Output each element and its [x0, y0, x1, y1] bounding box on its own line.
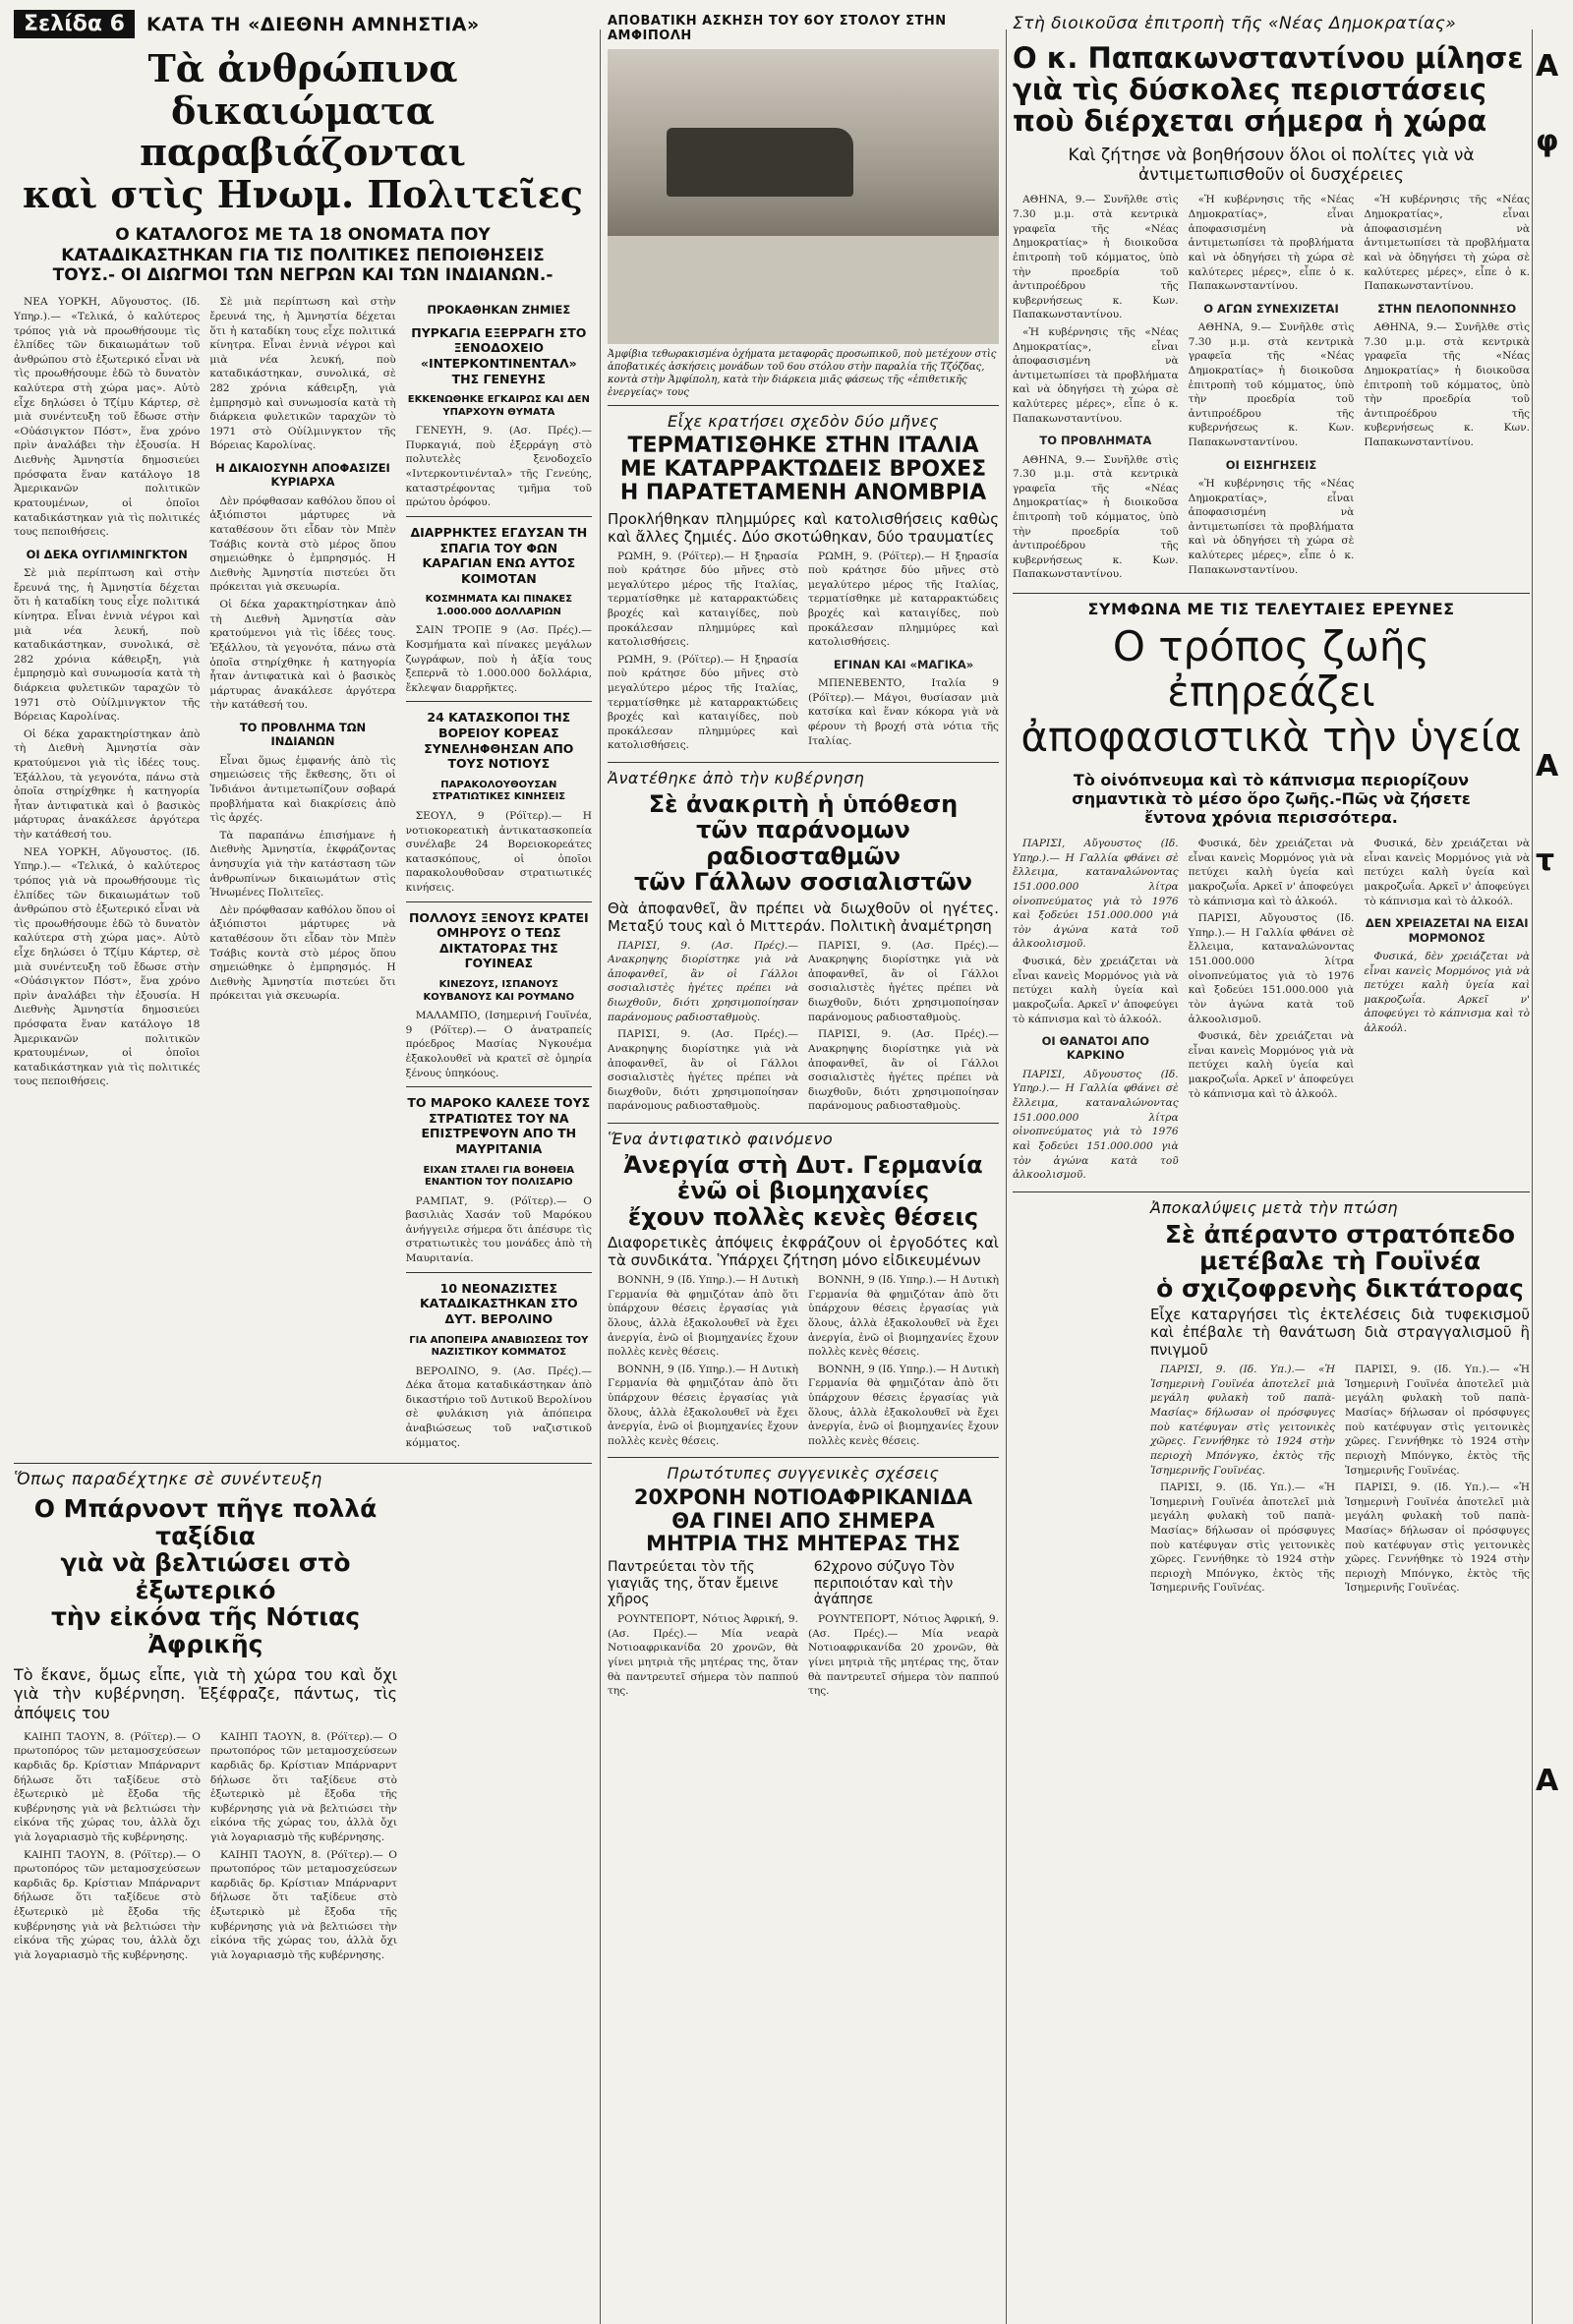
papakonstantinou-body-7: «Ἡ κυβέρνησις τῆς «Νέας Δημοκρατίας», εἶναι ἀποφασισμένη νὰ ἀντιμετωπίσει τὰ προβλήματα καὶ νὰ ὁδηγήσει τὴ χώρα σὲ καλύτερες μέρες», εἶπε ὁ κ. Παπακωνσταντίνου. [1364, 194, 1530, 293]
italy-kicker: Εἶχε κρατήσει σχεδὸν δύο μῆνες [668, 412, 939, 431]
brief-6-title: 10 ΝΕΟΝΑΖΙΣΤΕΣ ΚΑΤΑΔΙΚΑΣΤΗΚΑΝ ΣΤΟ ΔΥΤ. ΒΕΡΟΛΙΝΟ [420, 1280, 578, 1326]
brief-1-body: ΓΕΝΕΥΗ, 9. (Ασ. Πρές).— Πυρκαγιά, ποὺ ἐξερράγη στὸ πολυτελὲς ξενοδοχεῖο «Ιντερκοντινένταλ» τῆς Γενεύης, καταστρέφοντας τμῆμα τοῦ πρώτου ὀρόφου. [405, 425, 592, 509]
germany-headline-1: Ἀνεργία στὴ Δυτ. Γερμανία [623, 1150, 983, 1179]
brief-1-subtitle: ΕΚΚΕΝΩΘΗΚΕ ΕΓΚΑΙΡΩΣ ΚΑΙ ΔΕΝ ΥΠΑΡΧΟΥΝ ΘΥΜΑΤΑ [407, 394, 590, 418]
papakonstantinou-sub-4: ΣΤΗΝ ΠΕΛΟΠΟΝΝΗΣΟ [1377, 301, 1517, 316]
edge-letter-4: τ [1536, 843, 1555, 878]
edge-letter-5: Α [1536, 1764, 1559, 1798]
brief-4-title: ΠΟΛΛΟΥΣ ΞΕΝΟΥΣ ΚΡΑΤΕΙ ΟΜΗΡΟΥΣ Ο ΤΕΩΣ ΔΙΚΤΑΤΟΡΑΣ ΤΗΣ ΓΟΥΙΝΕΑΣ [408, 909, 589, 971]
amnesty-body-b2: Σὲ μιὰ περίπτωση καὶ στὴν ἔρευνά της, ἡ Ἀμνηστία δέχεται ὅτι ἡ καταδίκη τους εἶχε πολιτικά κίνητρα. Εἶναι ἑννιὰ νέγροι καὶ μιὰ νέα λευκή, ποὺ καταδικάστηκαν, συνολικά, σὲ 282 χρόνια κάθειρξη, γιὰ ἐμπρησμὸ καὶ συνωμοσία κατὰ τὴ διάρκεια φυλετικῶν ταραχῶν τὸ 1971 στὸ Οὐίλμινγκτον τῆς Βόρειας Καρολίνας. [209, 296, 396, 452]
brief-3-body: ΣΕΟΥΛ, 9 (Ρόϊτερ).— Η νοτιοκορεατικὴ ἀντικατασκοπεία συνέλαβε 24 Βορειοκορεάτες κατασκόπους, οἱ ὁποῖοι παρακολουθοῦσαν στρατιωτικές κινήσεις. [405, 809, 592, 894]
brief-3-subtitle: ΠΑΡΑΚΟΛΟΥΘΟΥΣΑΝ ΣΤΡΑΤΙΩΤΙΚΕΣ ΚΙΝΗΣΕΙΣ [432, 779, 566, 803]
papakonstantinou-sub-1: ΤΟ ΠΡΟΒΛΗΜΑΤΑ [1039, 434, 1152, 448]
papakonstantinou-sub-2: Ο ΑΓΩΝ ΣΥΝΕΧΙΖΕΤΑΙ [1203, 301, 1339, 316]
germany-body-2: ΒΟΝΝΗ, 9 (Ιδ. Υπηρ.).— Η Δυτικὴ Γερμανία θὰ φημιζόταν ἀπὸ ὅτι ὑπάρχουν θέσεις ἐργασίας γιὰ ὅλους, ἀλλὰ ἐξακολουθεῖ νὰ ἔχει ἀνεργία, ἐνῶ οἱ βιομηχανίες ἔχουν πολλὲς κενὲς θέσεις. [608, 1363, 798, 1447]
barnard-body: ΚΑΙΗΠ ΤΑΟΥΝ, 8. (Ρόϊτερ).— Ο πρωτοπόρος τῶν μεταμοσχεύσεων καρδιᾶς δρ. Κρίστιαν Μπάρναρντ δήλωσε ὅτι ταξίδευε στὸ ἐξωτερικὸ μὲ ἔξοδα τῆς κυβέρνησης γιὰ νὰ βελτιώσει τὴν εἰκόνα τῆς χώρας του, ἀλλὰ ὄχι γιὰ λογαριασμὸ τῆς κυβέρνησης. [14, 1730, 201, 1844]
page-label: Σελίδα 6 [14, 10, 135, 38]
guinea-headline-1: Σὲ ἀπέραντο στρατόπεδο [1164, 1219, 1516, 1249]
papakonstantinou-body-5: ΑΘΗΝΑ, 9.— Συνῆλθε στὶς 7.30 μ.μ. στὰ κεντρικὰ γραφεῖα τῆς «Νέας Δημοκρατίας» ἡ διοικοῦσα ἐπιτροπὴ τοῦ κόμματος, ὑπὸ τὴν προεδρία τοῦ ἀντιπροέδρου τῆς κυβερνήσεως κ. Κων. Παπακωνσταντίνου. [1188, 321, 1355, 448]
guinea-body-2: ΠΑΡΙΣΙ, 9. (Ιδ. Υπ.).— «Ἡ Ἰσημερινὴ Γουϊνέα ἀποτελεῖ μιὰ μεγάλη φυλακὴ τοῦ παπὰ-Μασίας» δήλωσαν οἱ πρόσφυγες ποὺ κατέφυγαν στὶς γειτονικὲς χῶρες. Γεννήθηκε τὸ 1924 στὴν περιοχὴ Μπόνγκο, ἐκτὸς τῆς Ἰσημερινῆς Γουϊνέας. [1150, 1482, 1335, 1595]
health-body-3: ΠΑΡΙΣΙ, Αὔγουστος (Ιδ. Υπηρ.).— Η Γαλλία φθάνει σὲ ἔλλειμα, καταναλώνοντας 151.000.000 λίτρα οἰνοπνεύματος γιὰ τὸ 1976 καὶ ξοδεύει 151.000.000 γιὰ τὸν ἀγώνα κατὰ τοῦ ἀλκοολισμοῦ. [1013, 1068, 1179, 1182]
barnard-body-4: ΚΑΙΗΠ ΤΑΟΥΝ, 8. (Ρόϊτερ).— Ο πρωτοπόρος τῶν μεταμοσχεύσεων καρδιᾶς δρ. Κρίστιαν Μπάρναρντ δήλωσε ὅτι ταξίδευε στὸ ἐξωτερικὸ μὲ ἔξοδα τῆς κυβέρνησης γιὰ νὰ βελτιώσει τὴν εἰκόνα τῆς χώρας του, ἀλλὰ ὄχι γιὰ λογαριασμὸ τῆς κυβέρνησης. [210, 1848, 397, 1961]
edge-letter-1: Α [1536, 49, 1559, 84]
brief-4-body: ΜΑΛΑΜΠΟ, (Ισημερινή Γουϊνέα, 9 (Ρόϊτερ).— Ο ἀνατραπείς πρόεδρος Μασίας Νγκουέμα ἐξακολουθεῖ νὰ κρατεῖ σὲ ὁμηρία ξένους ὑπηκόους. [405, 1010, 592, 1079]
article-radio [608, 769, 999, 1117]
stepmother-body: ΡΟΥΝΤΕΠΟΡΤ, Νότιος Ἀφρική, 9. (Ασ. Πρές).— Μία νεαρὰ Νοτιοαφρικανίδα 20 χρονῶν, θὰ γίνει μητριὰ τῆς μητέρας της, ὅταν θὰ παντρευτεῖ σήμερα τὸν παππού της. [608, 1613, 798, 1698]
amnesty-body-c2: Οἱ δέκα χαρακτηρίστηκαν ἀπὸ τὴ Διεθνὴ Ἀμνηστία σὰν κρατούμενοι γιὰ τὶς ἰδέες τους. Ἐξάλλου, τὰ γεγονότα, πάνω στὰ ὁποῖα στηρίχθηκε ἡ κατηγορία ἦταν ἀντιφατικὰ καὶ ὁ βασικὸς μάρτυρας ἀνακάλεσε ἀργότερα τὴν κατάθεσή του. [209, 599, 396, 712]
italy-body: ΡΩΜΗ, 9. (Ρόϊτερ).— Η ξηρασία ποὺ κράτησε δύο μῆνες στὸ μεγαλύτερο μέρος τῆς Ιταλίας, τερματίσθηκε μὲ καταρρακτώδεις βροχές καὶ καταιγίδες, ποὺ προκάλεσαν πλημμύρες καὶ κατολισθήσεις. [608, 550, 798, 649]
stepmother-headline-1: 20ΧΡΟΝΗ ΝΟΤΙΟΑΦΡΙΚΑΝΙΔΑ [633, 1485, 973, 1510]
italy-sub: ΕΓΙΝΑΝ ΚΑΙ «ΜΑΓΙΚΑ» [833, 657, 974, 671]
brief-3-title: 24 ΚΑΤΑΣΚΟΠΟΙ ΤΗΣ ΒΟΡΕΙΟΥ ΚΟΡΕΑΣ ΣΥΝΕΛΗΦΘΗΣΑΝ ΑΠΟ ΤΟΥΣ ΝΟΤΙΟΥΣ [424, 710, 574, 772]
radio-headline-3: τῶν Γάλλων σοσιαλιστῶν [633, 868, 973, 897]
germany-body: ΒΟΝΝΗ, 9 (Ιδ. Υπηρ.).— Η Δυτικὴ Γερμανία θὰ φημιζόταν ἀπὸ ὅτι ὑπάρχουν θέσεις ἐργασίας γιὰ ὅλους, ἀλλὰ ἐξακολουθεῖ νὰ ἔχει ἀνεργία, ἐνῶ οἱ βιομηχανίες ἔχουν πολλὲς κενὲς θέσεις. [608, 1274, 798, 1359]
article-barnard [14, 1470, 397, 1965]
radio-deck: Θὰ ἀποφανθεῖ, ἂν πρέπει νὰ διωχθοῦν οἱ ηγέτες. Μεταξύ τους καὶ ὁ Μιττεράν. Πολιτικὴ ἀναμέτρηση [608, 899, 999, 935]
papakonstantinou-body: ΑΘΗΝΑ, 9.— Συνῆλθε στὶς 7.30 μ.μ. στὰ κεντρικὰ γραφεῖα τῆς «Νέας Δημοκρατίας» ἡ διοικοῦσα ἐπιτροπὴ τοῦ κόμματος, ὑπὸ τὴν προεδρία τοῦ ἀντιπροέδρου τῆς κυβερνήσεως κ. Κων. Παπακωνσταντίνου. [1013, 194, 1179, 321]
health-body-7: Φυσικά, δὲν χρειάζεται νὰ εἶναι κανεὶς Μορμόνος γιὰ νὰ πετύχει καλὴ ὑγεία καὶ μακροζωΐα. Αρκεῖ ν' ἀποφεύγει τὸ κάπνισμα καὶ τὸ ἀλκοόλ. [1364, 838, 1530, 907]
amnesty-body-a-repeat: ΝΕΑ ΥΟΡΚΗ, Αὔγουστος. (Ιδ. Υπηρ.).— «Τελικά, ὁ καλύτερος τρόπος γιὰ νὰ προωθήσουμε τὶς ἐλπίδες τῶν δικαιωμάτων τοῦ ἀνθρώπου στὸ ἐξωτερικό εἶναι νὰ τὶς προωθήσουμε ἐδῶ τὸ δυνατὸν καλύτερα στὴ χώρα μας». Αὐτὸ εἶχε δηλώσει ὁ Τζίμυ Κάρτερ, σὲ μιὰ συνέντευξη τοῦ ἔδωσε στὴν «Οὐάσιγκτον Πόστ», ἕνα χρόνο πρὶν ἀναλάβει τὴν ἐξουσία. Η Διεθνὴς Ἀμνηστία δημοσιεύει πρόσφατα ἕναν κατάλογο 18 Ἀμερικανῶν πολιτικῶν κρατουμένων, οἱ ὁποῖοι καταδικάστηκαν γιὰ τὶς πολιτικές τους πεποιθήσεις. [14, 845, 201, 1088]
barnard-kicker: Ὅπως παραδέχτηκε σὲ συνέντευξη [14, 1470, 322, 1490]
amnesty-headline-1: Τὰ ἀνθρώπινα δικαιώματα [147, 46, 458, 133]
brief-5-body: ΡΑΜΠΑΤ, 9. (Ρόϊτερ).— Ο βασιλιὰς Χασάν τοῦ Μαρόκου ἀνήγγειλε σήμερα ὅτι ἀπέσυρε τὶς στρατιωτικὲς του μονάδες ἀπὸ τὴ Μαυριτανία. [405, 1194, 592, 1265]
health-body-6: Φυσικά, δὲν χρειάζεται νὰ εἶναι κανεὶς Μορμόνος γιὰ νὰ πετύχει καλὴ ὑγεία καὶ μακροζωΐα. Αρκεῖ ν' ἀποφεύγει τὸ κάπνισμα καὶ τὸ ἀλκοόλ. [1188, 1030, 1355, 1100]
amphibious-vehicle-photo [608, 49, 999, 344]
brief-1-title: ΠΥΡΚΑΓΙΑ ΕΞΕΡΡΑΓΗ ΣΤΟ ΞΕΝΟΔΟΧΕΙΟ «ΙΝΤΕΡΚΟΝΤΙΝΕΝΤΑΛ» ΤΗΣ ΓΕΝΕΥΗΣ [411, 324, 587, 386]
edge-letter-3: Α [1536, 749, 1559, 784]
amphipoli-caption: Ἀμφίβια τεθωρακισμένα ὀχήματα μεταφορᾶς προσωπικοῦ, ποὺ μετέχουν στὶς ἀποβατικές ἀσκήσεις μονάδων τοῦ 6ου στόλου στὴν παραλία τῆς Τζόζδας, κοντὰ στὴν Ἀμφίπολη, κατὰ τὴν διάρκεια μιᾶς φάσεως τῆς «ἐπιθετικῆς ἐνεργείας» τους [608, 349, 997, 398]
italy-headline-3: Η ΠΑΡΑΤΕΤΑΜΕΝΗ ΑΝΟΜΒΡΙΑ [619, 481, 987, 506]
health-body-8: Φυσικά, δὲν χρειάζεται νὰ εἶναι κανεὶς Μορμόνος γιὰ νὰ πετύχει καλὴ ὑγεία καὶ μακροζωΐα. Αρκεῖ ν' ἀποφεύγει τὸ κάπνισμα καὶ τὸ ἀλκοόλ. [1364, 950, 1530, 1035]
amnesty-headline-3: καὶ στὶς Ηνωμ. Πολιτεῖες [23, 171, 583, 216]
amnesty-body-d2: Δὲν πρόφθασαν καθόλου ὅπου οἱ ἀξιόπιστοι μάρτυρες νὰ καταθέσουν ὅτι εἶδαν τὸν Μπὲν Τσάβις κοντὰ στὸ μέρος ὅπου σημειώθηκε ὁ ἐμπρησμός. Η Διεθνὴς Ἀμνηστία πιστεύει ὅτι πρόκειται γιὰ σκευωρία. [209, 903, 396, 1003]
amnesty-kicker: ΚΑΤΑ ΤΗ «ΔΙΕΘΝΗ ΑΜΝΗΣΤΙΑ» [146, 13, 480, 35]
brief-5-subtitle: ΕΙΧΑΝ ΣΤΑΛΕΙ ΓΙΑ ΒΟΗΘΕΙΑ ΕΝΑΝΤΙΟΝ ΤΟΥ ΠΟΛΙΣΑΡΙΟ [423, 1164, 575, 1189]
stepmother-headline-2: ΘΑ ΓΙΝΕΙ ΑΠΟ ΣΗΜΕΡΑ [671, 1508, 935, 1533]
guinea-body-3: ΠΑΡΙΣΙ, 9. (Ιδ. Υπ.).— «Ἡ Ἰσημερινὴ Γουϊνέα ἀποτελεῖ μιὰ μεγάλη φυλακὴ τοῦ παπὰ-Μασίας» δήλωσαν οἱ πρόσφυγες ποὺ κατέφυγαν στὶς γειτονικὲς χῶρες. Γεννήθηκε τὸ 1924 στὴν περιοχὴ Μπόνγκο, ἐκτὸς τῆς Ἰσημερινῆς Γουϊνέας. [1345, 1364, 1530, 1477]
article-amnesty [14, 48, 592, 1453]
brief-2-subtitle: ΚΟΣΜΗΜΑΤΑ ΚΑΙ ΠΙΝΑΚΕΣ 1.000.000 ΔΟΛΛΑΡΙΩΝ [425, 594, 573, 617]
health-body-4: Φυσικά, δὲν χρειάζεται νὰ εἶναι κανεὶς Μορμόνος γιὰ νὰ πετύχει καλὴ ὑγεία καὶ μακροζωΐα. Αρκεῖ ν' ἀποφεύγει τὸ κάπνισμα καὶ τὸ ἀλκοόλ. [1188, 838, 1355, 907]
radio-kicker: Ἀνατέθηκε ἀπὸ τὴν κυβέρνηση [608, 769, 865, 788]
amnesty-body-d: Δὲν πρόφθασαν καθόλου ὅπου οἱ ἀξιόπιστοι μάρτυρες νὰ καταθέσουν ὅτι εἶδαν τὸν Μπὲν Τσάβις κοντὰ στὸ μέρος ὅπου σημειώθηκε ὁ ἐμπρησμός. Η Διεθνὴς Ἀμνηστία πιστεύει ὅτι πρόκειται γιὰ σκευωρία. [209, 494, 396, 594]
guinea-body: ΠΑΡΙΣΙ, 9. (Ιδ. Υπ.).— «Ἡ Ἰσημερινὴ Γουϊνέα ἀποτελεῖ μιὰ μεγάλη φυλακὴ τοῦ παπὰ-Μασίας» δήλωσαν οἱ πρόσφυγες ποὺ κατέφυγαν στὶς γειτονικὲς χῶρες. Γεννήθηκε τὸ 1924 στὴν περιοχὴ Μπόνγκο, ἐκτὸς τῆς Ἰσημερινῆς Γουϊνέας. [1150, 1364, 1335, 1477]
guinea-body-4: ΠΑΡΙΣΙ, 9. (Ιδ. Υπ.).— «Ἡ Ἰσημερινὴ Γουϊνέα ἀποτελεῖ μιὰ μεγάλη φυλακὴ τοῦ παπὰ-Μασίας» δήλωσαν οἱ πρόσφυγες ποὺ κατέφυγαν στὶς γειτονικὲς χῶρες. Γεννήθηκε τὸ 1924 στὴν περιοχὴ Μπόνγκο, ἐκτὸς τῆς Ἰσημερινῆς Γουϊνέας. [1345, 1482, 1530, 1595]
amnesty-body-c: Οἱ δέκα χαρακτηρίστηκαν ἀπὸ τὴ Διεθνὴ Ἀμνηστία σὰν κρατούμενοι γιὰ τὶς ἰδέες τους. Ἐξάλλου, τὰ γεγονότα, πάνω στὰ ὁποῖα στηρίχθηκε ἡ κατηγορία ἦταν ἀντιφατικὰ καὶ ὁ βασικὸς μάρτυρας ἀνακάλεσε ἀργότερα τὴν κατάθεσή του. [14, 727, 201, 842]
radio-headline-1: Σὲ ἀνακριτὴ ἡ ὑπόθεση [648, 790, 959, 819]
guinea-headline-2: μετέβαλε τὴ Γουϊνέα [1199, 1247, 1481, 1276]
radio-body-3: ΠΑΡΙΣΙ, 9. (Ασ. Πρές).— Ανακρηψης διορίστηκε γιὰ νὰ ἀποφανθεῖ, ἂν οἱ Γάλλοι σοσιαλιστὲς ἡγέτες πρέπει νὰ διωχθοῦν, διότι χρησιμοποίησαν παράνομους ραδιοσταθμοὺς. [808, 939, 999, 1023]
amnesty-sub-1: ΟΙ ΔΕΚΑ ΟΥΓΙΛΜΙΝΓΚΤΟΝ [26, 547, 188, 561]
papakonstantinou-body-3: ΑΘΗΝΑ, 9.— Συνῆλθε στὶς 7.30 μ.μ. στὰ κεντρικὰ γραφεῖα τῆς «Νέας Δημοκρατίας» ἡ διοικοῦσα ἐπιτροπὴ τοῦ κόμματος, ὑπὸ τὴν προεδρία τοῦ ἀντιπροέδρου τῆς κυβερνήσεως κ. Κων. Παπακωνσταντίνου. [1013, 453, 1179, 581]
papakonstantinou-body-2: «Ἡ κυβέρνησις τῆς «Νέας Δημοκρατίας», εἶναι ἀποφασισμένη νὰ ἀντιμετωπίσει τὰ προβλήματα καὶ νὰ ὁδηγήσει τὴ χώρα σὲ καλύτερες μέρες», εἶπε ὁ κ. Παπακωνσταντίνου. [1013, 325, 1179, 425]
health-body-2: Φυσικά, δὲν χρειάζεται νὰ εἶναι κανεὶς Μορμόνος γιὰ νὰ πετύχει καλὴ ὑγεία καὶ μακροζωΐα. Αρκεῖ ν' ἀποφεύγει τὸ κάπνισμα καὶ τὸ ἀλκοόλ. [1013, 956, 1179, 1025]
barnard-deck: Τὸ ἔκανε, ὅμως εἶπε, γιὰ τὴ χώρα του καὶ ὄχι γιὰ τὴν κυβέρνηση. Ἐξέφραζε, πάντως, τὶς ἀπόψεις του [14, 1665, 397, 1722]
amnesty-body-f: Τὰ παραπάνω ἐπισήμανε ἡ Διεθνὴς Ἀμνηστία, ἐκφράζοντας ἀνησυχία γιὰ τὴν κατάσταση τῶν ἀνθρωπίνων δικαιωμάτων στὶς Ἡνωμένες Πολιτεῖες. [209, 829, 396, 900]
amnesty-sub-3: ΤΟ ΠΡΟΒΛΗΜΑ ΤΩΝ ΙΝΔΙΑΝΩΝ [239, 720, 367, 749]
stepmother-kicker: Πρωτότυπες συγγενικὲς σχέσεις [667, 1464, 940, 1483]
papakonstantinou-sub-3: ΟΙ ΕΙΣΗΓΗΣΕΙΣ [1225, 457, 1317, 472]
italy-deck: Προκλήθηκαν πλημμύρες καὶ κατολισθήσεις καθὼς καὶ ἄλλες ζημιές. Δύο σκοτώθηκαν, δύο τραυματίες [608, 509, 999, 546]
germany-headline-3: ἔχουν πολλὲς κενὲς θέσεις [627, 1202, 979, 1231]
stepmother-headline-3: ΜΗΤΡΙΑ ΤΗΣ ΜΗΤΕΡΑΣ ΤΗΣ [646, 1531, 961, 1555]
germany-deck: Διαφορετικὲς ἀπόψεις ἐκφράζουν οἱ ἐργοδότες καὶ τὰ συνδικάτα. Ὑπάρχει ζήτηση μόνο εἰδικευμένων [608, 1234, 999, 1270]
papakonstantinou-body-4: «Ἡ κυβέρνησις τῆς «Νέας Δημοκρατίας», εἶναι ἀποφασισμένη νὰ ἀντιμετωπίσει τὰ προβλήματα καὶ νὰ ὁδηγήσει τὴ χώρα σὲ καλύτερες μέρες», εἶπε ὁ κ. Παπακωνσταντίνου. [1188, 194, 1355, 293]
radio-body-4: ΠΑΡΙΣΙ, 9. (Ασ. Πρές).— Ανακρηψης διορίστηκε γιὰ νὰ ἀποφανθεῖ, ἂν οἱ Γάλλοι σοσιαλιστὲς ἡγέτες πρέπει νὰ διωχθοῦν, διότι χρησιμοποίησαν παράνομους ραδιοσταθμοὺς. [808, 1028, 999, 1113]
health-headline-2: ἀποφασιστικὰ τὴν ὑγεία [1020, 713, 1522, 762]
amnesty-headline-2: παραβιάζονται [140, 130, 466, 175]
health-deck: Τὸ οἰνόπνευμα καὶ τὸ κάπνισμα περιορίζουν σημαντικὰ τὸ μέσο ὅρο ζωῆς.-Πῶς νὰ ζήσετε ἔντονα χρόνια περισσότερα. [1072, 770, 1471, 827]
article-germany [608, 1130, 999, 1451]
italy-body-2: ΡΩΜΗ, 9. (Ρόϊτερ).— Η ξηρασία ποὺ κράτησε δύο μῆνες στὸ μεγαλύτερο μέρος τῆς Ιταλίας, τερματίσθηκε μὲ καταρρακτώδεις βροχές καὶ καταιγίδες, ποὺ προκάλεσαν πλημμύρες καὶ κατολισθήσεις. [608, 653, 798, 752]
barnard-body-2: ΚΑΙΗΠ ΤΑΟΥΝ, 8. (Ρόϊτερ).— Ο πρωτοπόρος τῶν μεταμοσχεύσεων καρδιᾶς δρ. Κρίστιαν Μπάρναρντ δήλωσε ὅτι ταξίδευε στὸ ἐξωτερικὸ μὲ ἔξοδα τῆς κυβέρνησης γιὰ νὰ βελτιώσει τὴν εἰκόνα τῆς χώρας του, ἀλλὰ ὄχι γιὰ λογαριασμὸ τῆς κυβέρνησης. [14, 1848, 201, 1961]
amnesty-col-b [209, 295, 395, 1453]
stepmother-deck-left: Παντρεύεται τὸν τῆς γιαγιᾶς της, ὅταν ἔμεινε χῆρος [608, 1558, 780, 1608]
column-middle [608, 0, 999, 1702]
barnard-headline-3: τὴν εἰκόνα τῆς Νότιας Ἀφρικῆς [50, 1602, 361, 1658]
brief-4-subtitle: ΚΙΝΕΖΟΥΣ, ΙΣΠΑΝΟΥΣ ΚΟΥΒΑΝΟΥΣ ΚΑΙ ΡΟΥΜΑΝΟ [423, 979, 575, 1003]
column-left [14, 0, 592, 1966]
guinea-deck: Εἶχε καταργήσει τὶς ἐκτελέσεις διὰ τυφεκισμοῦ καὶ ἐπέβαλε τὴ θανάτωση διὰ στραγγαλισμοῦ ἢ πνιγμοῦ [1150, 1306, 1530, 1360]
article-italy [608, 412, 999, 756]
edge-letter-2: φ [1536, 124, 1559, 158]
italy-headline-1: ΤΕΡΜΑΤΙΣΘΗΚΕ ΣΤΗΝ ΙΤΑΛΙΑ [627, 434, 979, 458]
article-papakonstantinou [1013, 43, 1530, 585]
stepmother-deck-right: 62χρονο σύζυγο Τὸν περιποιόταν καὶ τὴν ἀγάπησε [813, 1558, 955, 1608]
brief-2-title: ΔΙΑΡΡΗΚΤΕΣ ΕΓΔΥΣΑΝ ΤΗ ΣΠΑΓΙΑ ΤΟΥ ΦΩΝ ΚΑΡΑΓΙΑΝ ΕΝΩ ΑΥΤΟΣ ΚΟΙΜΟΤΑΝ [410, 524, 588, 586]
brief-6-body: ΒΕΡΟΛΙΝΟ, 9. (Ασ. Πρές).— Δέκα ἄτομα καταδικάστηκαν ἀπὸ δικαστήριο τοῦ Δυτικοῦ Βερολίνου σὲ φυλάκιση γιὰ ἀπόπειρα ἀναβιώσεως τοῦ ναζιστικοῦ κόμματος. [405, 1365, 592, 1449]
radio-body: ΠΑΡΙΣΙ, 9. (Ασ. Πρές).— Ανακρηψης διορίστηκε γιὰ νὰ ἀποφανθεῖ, ἂν οἱ Γάλλοι σοσιαλιστὲς ἡγέτες πρέπει νὰ διωχθοῦν, διότι χρησιμοποίησαν παράνομους ραδιοσταθμοὺς. [608, 939, 798, 1023]
papakonstantinou-headline-2: γιὰ τὶς δύσκολες περιστάσεις [1013, 72, 1486, 106]
guinea-kicker: Ἀποκαλύψεις μετὰ τὴν πτώση [1150, 1197, 1398, 1217]
italy-body-3: ΡΩΜΗ, 9. (Ρόϊτερ).— Η ξηρασία ποὺ κράτησε δύο μῆνες στὸ μεγαλύτερο μέρος τῆς Ιταλίας, τερματίσθηκε μὲ καταρρακτώδεις βροχές καὶ καταιγίδες, ποὺ προκάλεσαν πλημμύρες καὶ κατολισθήσεις. [808, 550, 999, 649]
health-sub-1: ΔΕΝ ΧΡΕΙΑΖΕΤΑΙ ΝΑ ΕΙΣΑΙ ΜΟΡΜΟΝΟΣ [1365, 916, 1529, 945]
amnesty-sub-2: Η ΔΙΚΑΙΟΣΥΝΗ ΑΠΟΦΑΣΙΖΕΙ ΚΥΡΙΑΡΧΑ [215, 461, 390, 490]
health-sub-2: ΟΙ ΘΑΝΑΤΟΙ ΑΠΟ ΚΑΡΚΙΝΟ [1041, 1034, 1150, 1063]
radio-body-2: ΠΑΡΙΣΙ, 9. (Ασ. Πρές).— Ανακρηψης διορίστηκε γιὰ νὰ ἀποφανθεῖ, ἂν οἱ Γάλλοι σοσιαλιστὲς ἡγέτες πρέπει νὰ διωχθοῦν, διότι χρησιμοποίησαν παράνομους ραδιοσταθμοὺς. [608, 1028, 798, 1113]
article-stepmother [608, 1464, 999, 1701]
italy-body-magic: ΜΠΕΝΕΒΕΝΤΟ, Ιταλία 9 (Ρόϊτερ).— Μάγοι, θυσίασαν μιὰ κατσίκα καὶ ἕναν κόκορα γιὰ νὰ φέρουν τὴ βροχή στὰ νότια τῆς Ιταλίας. [808, 677, 999, 747]
germany-kicker: Ἕνα ἀντιφατικὸ φαινόμενο [608, 1129, 834, 1148]
barnard-headline-2: γιὰ νὰ βελτιώσει στὸ ἐξωτερικό [60, 1548, 351, 1604]
germany-headline-2: ἐνῶ οἱ βιομηχανίες [676, 1177, 930, 1205]
health-body-5: ΠΑΡΙΣΙ, Αὔγουστος (Ιδ. Υπηρ.).— Η Γαλλία φθάνει σὲ ἔλλειμα, καταναλώνοντας 151.000.000 λίτρα οἰνοπνεύματος γιὰ τὸ 1976 καὶ ξοδεύει 151.000.000 γιὰ τὸν ἀγώνα κατὰ τοῦ ἀλκοολισμοῦ. [1188, 912, 1355, 1025]
brief-1-label: ΠΡΟΚΑΘΗΚΑΝ ΖΗΜΙΕΣ [427, 303, 571, 318]
brief-6-subtitle: ΓΙΑ ΑΠΟΠΕΙΡΑ ΑΝΑΒΙΩΣΕΩΣ ΤΟΥ ΝΑΖΙΣΤΙΚΟΥ ΚΟΜΜΑΤΟΣ [409, 1334, 589, 1359]
barnard-headline-1: Ο Μπάρνοντ πῆγε πολλά ταξίδια [33, 1494, 378, 1550]
article-health [1013, 600, 1530, 1186]
papakonstantinou-headline-3: ποὺ διέρχεται σήμερα ἡ χώρα [1013, 103, 1487, 138]
papakonstantinou-body-8: ΑΘΗΝΑ, 9.— Συνῆλθε στὶς 7.30 μ.μ. στὰ κεντρικὰ γραφεῖα τῆς «Νέας Δημοκρατίας» ἡ διοικοῦσα ἐπιτροπὴ τοῦ κόμματος, ὑπὸ τὴν προεδρία τοῦ ἀντιπροέδρου τῆς κυβερνήσεως κ. Κων. Παπακωνσταντίνου. [1364, 321, 1530, 448]
papakonstantinou-headline-1: Ο κ. Παπακωνσταντίνου μίλησε [1013, 41, 1524, 75]
brief-5-title: ΤΟ ΜΑΡΟΚΟ ΚΑΛΕΣΕ ΤΟΥΣ ΣΤΡΑΤΙΩΤΕΣ ΤΟΥ ΝΑ ΕΠΙΣΤΡΕΨΟΥΝ ΑΠΟ ΤΗ ΜΑΥΡΙΤΑΝΙΑ [407, 1095, 591, 1157]
adjacent-page-edge [1536, 0, 1573, 1799]
amphipoli-photo-title: ΑΠΟΒΑΤΙΚΗ ΑΣΚΗΣΗ ΤΟΥ 6ΟΥ ΣΤΟΛΟΥ ΣΤΗΝ ΑΜΦΙΠΟΛΗ [608, 14, 947, 43]
amnesty-deck: Ο ΚΑΤΑΛΟΓΟΣ ΜΕ ΤΑ 18 ΟΝΟΜΑΤΑ ΠΟΥ ΚΑΤΑΔΙΚΑΣΤΗΚΑΝ ΓΙΑ ΤΙΣ ΠΟΛΙΤΙΚΕΣ ΠΕΠΟΙΘΗΣΕΙΣ ΤΟΥΣ.- ΟΙ ΔΙΩΓΜΟΙ ΤΩΝ ΝΕΓΡΩΝ ΚΑΙ ΤΩΝ ΙΝΔΙΑΝΩΝ.- [52, 225, 553, 285]
papakonstantinou-body-6: «Ἡ κυβέρνησις τῆς «Νέας Δημοκρατίας», εἶναι ἀποφασισμένη νὰ ἀντιμετωπίσει τὰ προβλήματα καὶ νὰ ὁδηγήσει τὴ χώρα σὲ καλύτερες μέρες», εἶπε ὁ κ. Παπακωνσταντίνου. [1188, 477, 1355, 576]
health-body: ΠΑΡΙΣΙ, Αὔγουστος (Ιδ. Υπηρ.).— Η Γαλλία φθάνει σὲ ἔλλειμα, καταναλώνοντας 151.000.000 λίτρα οἰνοπνεύματος γιὰ τὸ 1976 καὶ ξοδεύει 151.000.000 γιὰ τὸν ἀγώνα κατὰ τοῦ ἀλκοολισμοῦ. [1013, 838, 1179, 951]
news-briefs [406, 295, 592, 1453]
amnesty-body-e: Εἶναι ὅμως ἐμφανής ἀπὸ τὶς σημειώσεις τῆς ἔκθεσης, ὅτι οἱ Ἰνδιάνοι ἀντιμετωπίζουν σοβαρά προβλήματα καὶ διακρίσεις ἀπὸ τὶς ἀρχές. [209, 754, 396, 825]
stepmother-body-2: ΡΟΥΝΤΕΠΟΡΤ, Νότιος Ἀφρική, 9. (Ασ. Πρές).— Μία νεαρὰ Νοτιοαφρικανίδα 20 χρονῶν, θὰ γίνει μητριὰ τῆς μητέρας της, ὅταν θὰ παντρευτεῖ σήμερα τὸν παππού της. [808, 1613, 999, 1698]
brief-2-body: ΣΑΙΝ ΤΡΟΠΕ 9 (Ασ. Πρές).— Κοσμήματα καὶ πίνακες μεγάλων ζωγράφων, ποὺ ἡ ἀξία τους ξεπερνᾶ τὸ 1.000.000 δολλάρια, ἔκλεψαν διαρρῆκτες. [405, 624, 592, 694]
health-headline-1: Ο τρόπος ζωῆς ἐπηρεάζει [1112, 622, 1430, 717]
germany-body-4: ΒΟΝΝΗ, 9 (Ιδ. Υπηρ.).— Η Δυτικὴ Γερμανία θὰ φημιζόταν ἀπὸ ὅτι ὑπάρχουν θέσεις ἐργασίας γιὰ ὅλους, ἀλλὰ ἐξακολουθεῖ νὰ ἔχει ἀνεργία, ἐνῶ οἱ βιομηχανίες ἔχουν πολλὲς κενὲς θέσεις. [808, 1363, 999, 1447]
amnesty-body-b: Σὲ μιὰ περίπτωση καὶ στὴν ἔρευνά της, ἡ Ἀμνηστία δέχεται ὅτι ἡ καταδίκη τους εἶχε πολιτικά κίνητρα. Εἶναι ἑννιὰ νέγροι καὶ μιὰ νέα λευκή, ποὺ καταδικάστηκαν, συνολικά, σὲ 282 χρόνια κάθειρξη, γιὰ ἐμπρησμὸ καὶ συνωμοσία κατὰ τὴ διάρκεια φυλετικῶν ταραχῶν τὸ 1971 στὸ Οὐίλμινγκτον τῆς Βόρειας Καρολίνας. [14, 567, 201, 724]
amphipoli-photo [608, 49, 999, 399]
article-guinea [1150, 1198, 1530, 1598]
papakonstantinou-kicker: Στὴ διοικοῦσα ἐπιτροπὴ τῆς «Νέας Δημοκρατίας» [1013, 14, 1457, 33]
amnesty-col-a [14, 295, 200, 1453]
radio-headline-2: τῶν παράνομων ραδιοσταθμῶν [696, 816, 910, 870]
column-right [1013, 0, 1530, 1598]
amnesty-body-a: ΝΕΑ ΥΟΡΚΗ, Αὔγουστος. (Ιδ. Υπηρ.).— «Τελικά, ὁ καλύτερος τρόπος γιὰ νὰ προωθήσουμε τὶς ἐλπίδες τῶν δικαιωμάτων τοῦ ἀνθρώπου στὸ ἐξωτερικό εἶναι νὰ τὶς προωθήσουμε ἐδῶ τὸ δυνατὸν καλύτερα στὴ χώρα μας». Αὐτὸ εἶχε δηλώσει ὁ Τζίμυ Κάρτερ, σὲ μιὰ συνέντευξη τοῦ ἔδωσε στὴν «Οὐάσιγκτον Πόστ», ἕνα χρόνο πρὶν ἀναλάβει τὴν ἐξουσία. Η Διεθνὴς Ἀμνηστία δημοσιεύει πρόσφατα ἕναν κατάλογο 18 Ἀμερικανῶν πολιτικῶν κρατουμένων, οἱ ὁποῖοι καταδικάστηκαν γιὰ τὶς πολιτικές τους πεποιθήσεις. [14, 296, 201, 539]
guinea-headline-3: ὁ σχιζοφρενὴς δικτάτορας [1156, 1273, 1524, 1303]
barnard-body-3: ΚΑΙΗΠ ΤΑΟΥΝ, 8. (Ρόϊτερ).— Ο πρωτοπόρος τῶν μεταμοσχεύσεων καρδιᾶς δρ. Κρίστιαν Μπάρναρντ δήλωσε ὅτι ταξίδευε στὸ ἐξωτερικὸ μὲ ἔξοδα τῆς κυβέρνησης γιὰ νὰ βελτιώσει τὴν εἰκόνα τῆς χώρας του, ἀλλὰ ὄχι γιὰ λογαριασμὸ τῆς κυβέρνησης. [210, 1730, 397, 1844]
germany-body-3: ΒΟΝΝΗ, 9 (Ιδ. Υπηρ.).— Η Δυτικὴ Γερμανία θὰ φημιζόταν ἀπὸ ὅτι ὑπάρχουν θέσεις ἐργασίας γιὰ ὅλους, ἀλλὰ ἐξακολουθεῖ νὰ ἔχει ἀνεργία, ἐνῶ οἱ βιομηχανίες ἔχουν πολλὲς κενὲς θέσεις. [808, 1274, 999, 1359]
papakonstantinou-deck: Καὶ ζήτησε νὰ βοηθήσουν ὅλοι οἱ πολίτες γιὰ νὰ ἀντιμετωπισθοῦν οἱ δυσχέρειες [1068, 145, 1475, 186]
italy-headline-2: ΜΕ ΚΑΤΑΡΡΑΚΤΩΔΕΙΣ ΒΡΟΧΕΣ [619, 457, 987, 483]
health-kicker: ΣΥΜΦΩΝΑ ΜΕ ΤΙΣ ΤΕΛΕΥΤΑΙΕΣ ΕΡΕΥΝΕΣ [1087, 600, 1455, 619]
